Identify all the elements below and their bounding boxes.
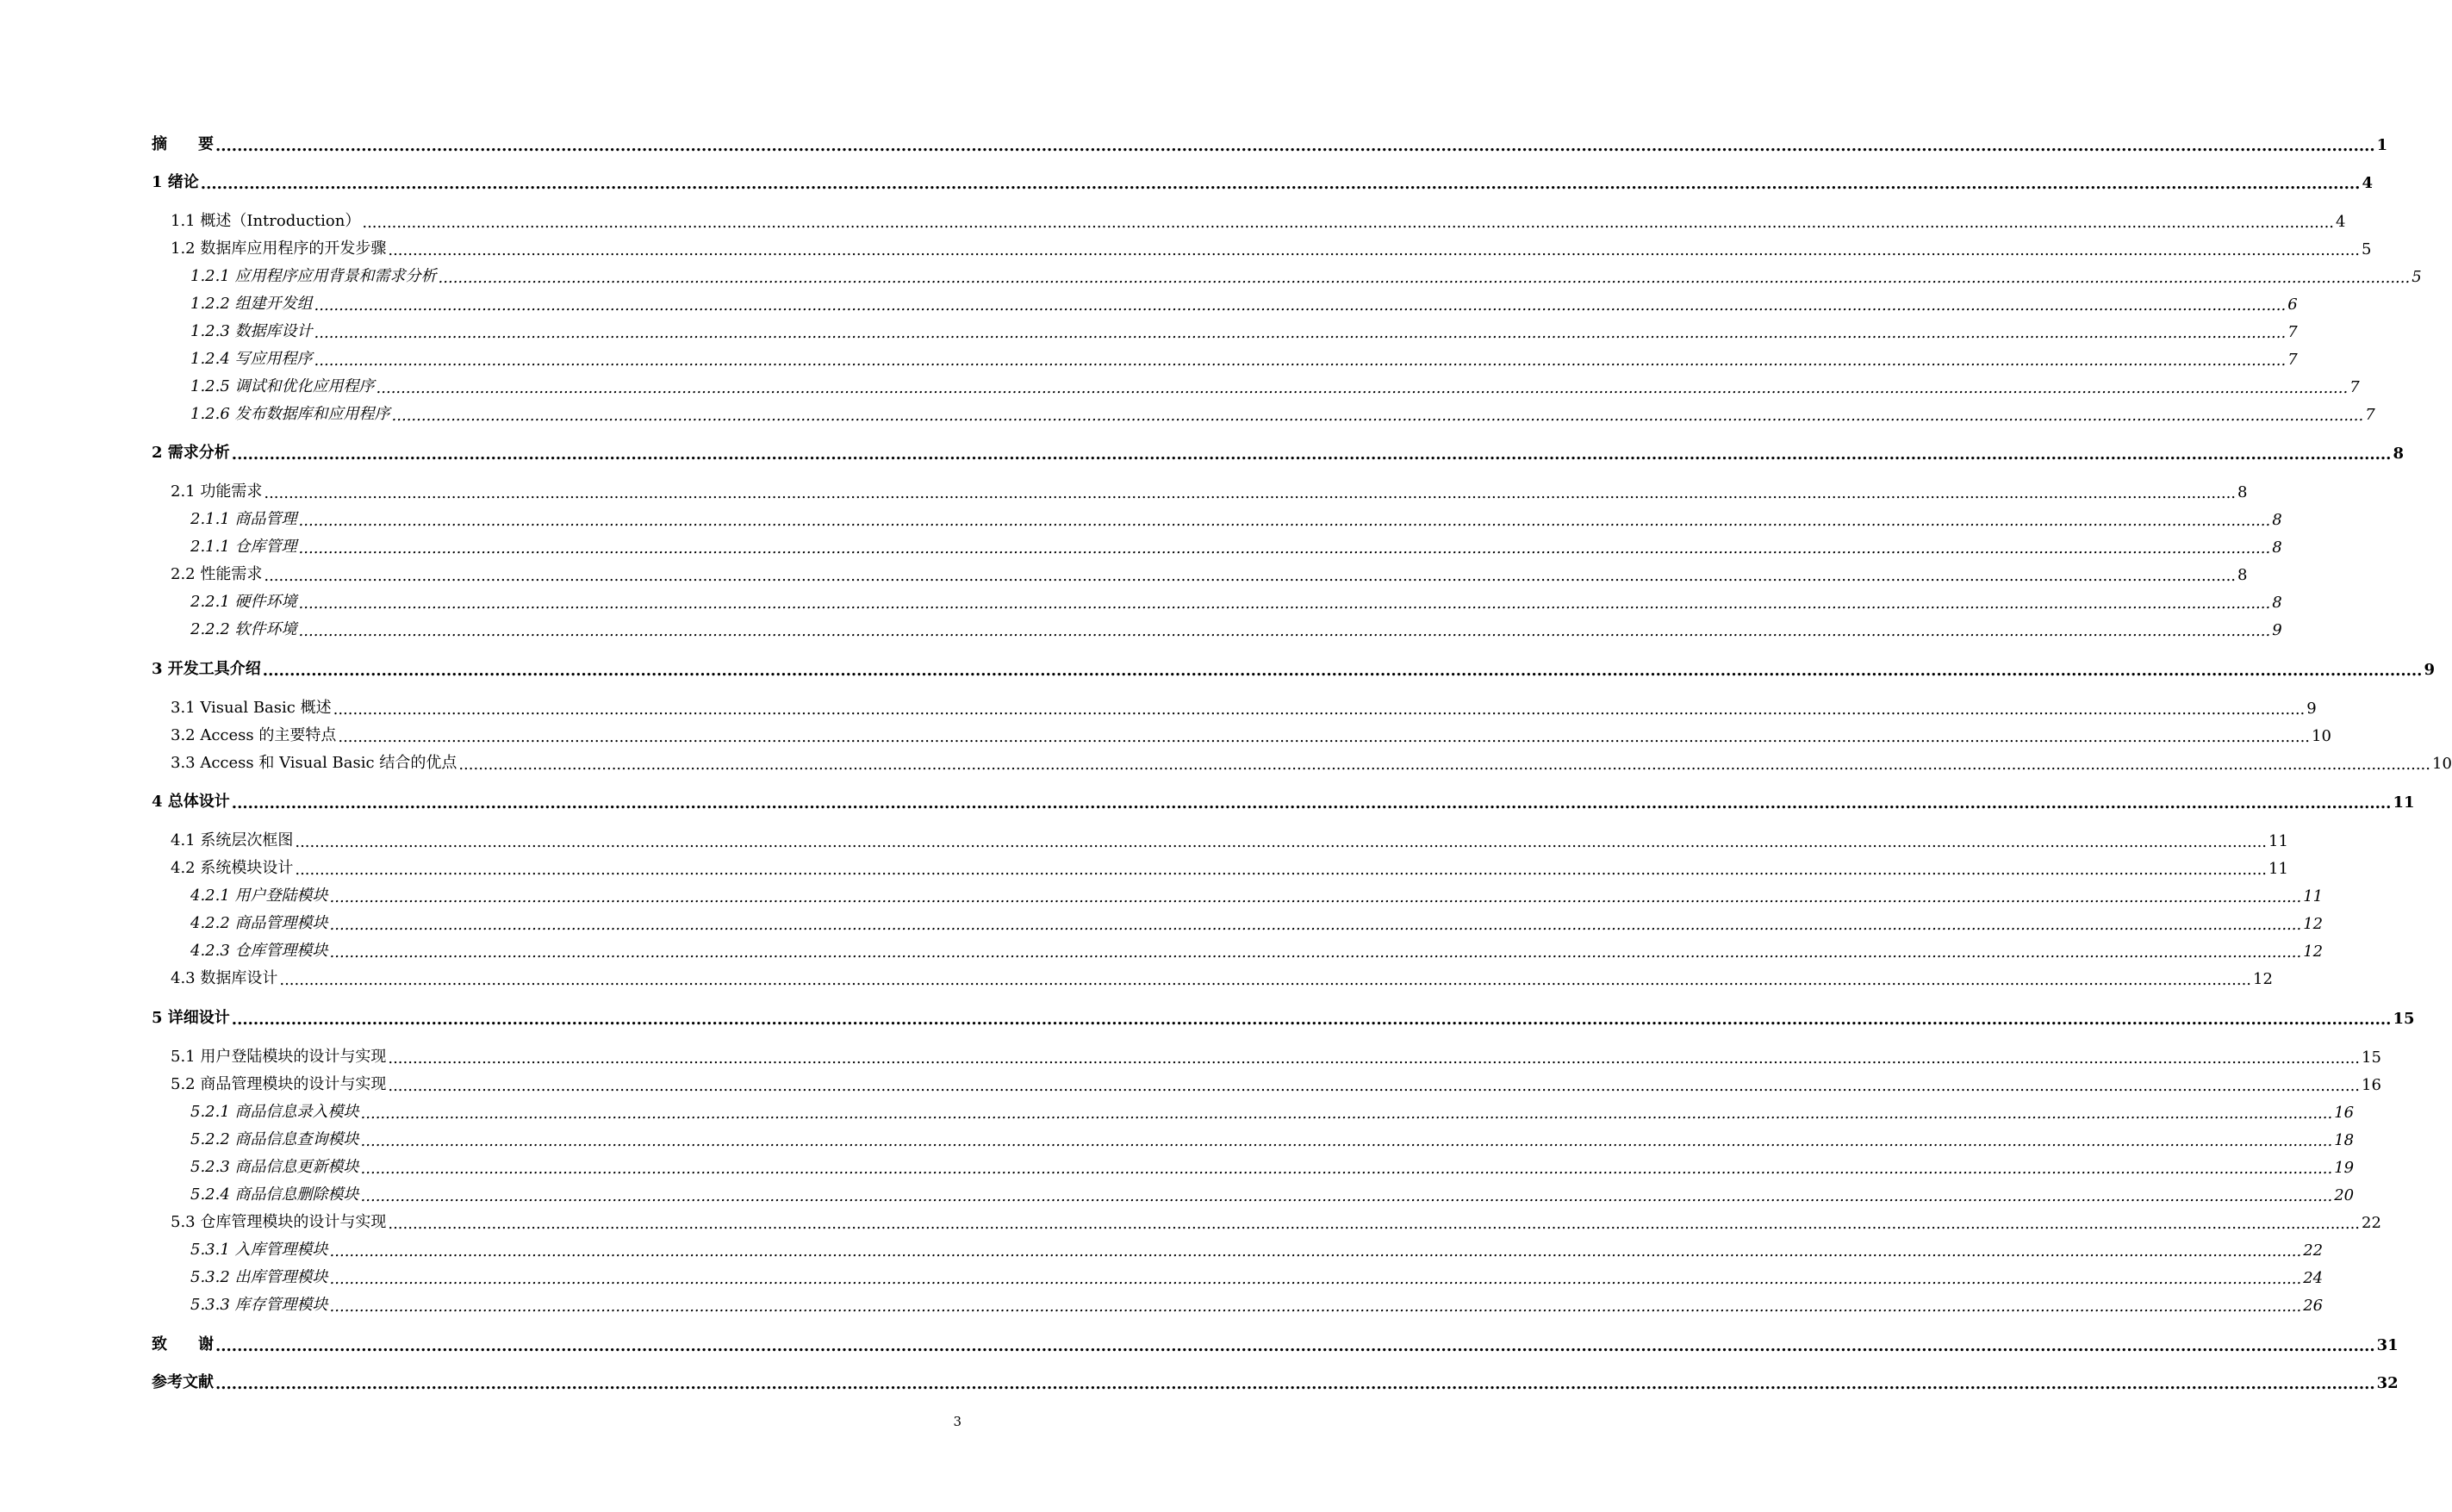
toc-entry-page: 16 xyxy=(2334,1104,2355,1122)
toc-entry-page: 5 xyxy=(2412,268,2422,286)
toc-entry-page: 12 xyxy=(2303,943,2324,961)
toc-entry-title: 5.2.3 商品信息更新模块 xyxy=(190,1158,359,1176)
toc-entry-title: 5.2.2 商品信息查询模块 xyxy=(190,1130,359,1148)
toc-leader-dots: ................................................................................................................................................................................................................................................................................................................................................................................................................ xyxy=(458,756,2430,774)
toc-entry-title: 2.1.1 仓库管理 xyxy=(190,538,297,556)
toc-leader-dots: ................................................................................................................................................................................................................................................................................................................................................................................................................ xyxy=(264,567,2237,585)
toc-entry xyxy=(152,747,2452,774)
toc-entry-title: 5.1 用户登陆模块的设计与实现 xyxy=(171,1048,387,1066)
toc-entry-title: 4.2.1 用户登陆模块 xyxy=(190,887,328,905)
toc-entry-title: 2.1 功能需求 xyxy=(171,482,263,501)
toc-entry-page: 15 xyxy=(2393,1010,2415,1028)
toc-entry xyxy=(152,1041,2381,1067)
toc-leader-dots: ................................................................................................................................................................................................................................................................................................................................................................................................................ xyxy=(215,1375,2375,1393)
toc-entry-page: 31 xyxy=(2376,1336,2399,1354)
toc-entry-page: 8 xyxy=(2272,511,2282,529)
toc-entry-page: 8 xyxy=(2272,538,2282,557)
toc-entry xyxy=(152,503,2282,530)
toc-entry-title: 1.2 数据库应用程序的开发步骤 xyxy=(171,240,387,258)
toc-leader-dots: ................................................................................................................................................................................................................................................................................................................................................................................................................ xyxy=(388,1215,2361,1233)
toc-leader-dots: ................................................................................................................................................................................................................................................................................................................................................................................................................ xyxy=(215,137,2375,155)
toc-entry-page: 1 xyxy=(2376,136,2388,154)
toc-entry-page: 16 xyxy=(2362,1076,2381,1094)
toc-entry-page: 8 xyxy=(2237,566,2248,584)
toc-entry xyxy=(152,907,2324,934)
toc-entry-page: 10 xyxy=(2432,755,2452,773)
toc-entry-page: 20 xyxy=(2334,1186,2355,1204)
toc-entry xyxy=(152,233,2372,259)
toc-entry-title: 5 详细设计 xyxy=(152,1009,230,1027)
toc-entry-page: 11 xyxy=(2303,887,2324,905)
toc-entry-page: 7 xyxy=(2349,378,2360,396)
toc-entry-page: 7 xyxy=(2365,406,2375,424)
toc-entry-title: 3.2 Access 的主要特点 xyxy=(171,726,337,744)
toc-leader-dots: ................................................................................................................................................................................................................................................................................................................................................................................................................ xyxy=(264,484,2237,502)
toc-leader-dots: ................................................................................................................................................................................................................................................................................................................................................................................................................ xyxy=(438,269,2411,287)
toc-leader-dots: ................................................................................................................................................................................................................................................................................................................................................................................................................ xyxy=(329,1297,2302,1316)
toc-leader-dots: ................................................................................................................................................................................................................................................................................................................................................................................................................ xyxy=(360,1132,2333,1150)
toc-entry xyxy=(152,613,2282,640)
toc-leader-dots: ................................................................................................................................................................................................................................................................................................................................................................................................................ xyxy=(360,1187,2333,1205)
toc-entry-page: 11 xyxy=(2393,793,2415,812)
toc-leader-dots: ................................................................................................................................................................................................................................................................................................................................................................................................................ xyxy=(388,241,2361,259)
toc-entry-title: 参考文献 xyxy=(152,1373,214,1391)
toc-entry xyxy=(152,653,2435,680)
toc-entry xyxy=(152,880,2324,906)
toc-leader-dots: ................................................................................................................................................................................................................................................................................................................................................................................................................ xyxy=(329,888,2302,906)
toc-entry-title: 5.3.2 出库管理模块 xyxy=(190,1268,328,1286)
toc-entry xyxy=(152,824,2288,851)
toc-leader-dots: ................................................................................................................................................................................................................................................................................................................................................................................................................ xyxy=(391,407,2364,425)
toc-entry-title: 摘 要 xyxy=(152,135,214,153)
toc-entry-title: 2.2 性能需求 xyxy=(171,565,263,583)
toc-leader-dots: ................................................................................................................................................................................................................................................................................................................................................................................................................ xyxy=(360,1160,2333,1178)
toc-entry xyxy=(152,128,2388,155)
toc-entry xyxy=(152,1123,2355,1150)
toc-entry-page: 4 xyxy=(2362,174,2373,192)
toc-entry xyxy=(152,1261,2324,1288)
toc-entry-page: 18 xyxy=(2334,1131,2355,1149)
toc-leader-dots: ................................................................................................................................................................................................................................................................................................................................................................................................................ xyxy=(295,833,2268,851)
toc-entry-page: 8 xyxy=(2237,483,2248,501)
toc-entry xyxy=(152,1002,2415,1029)
toc-leader-dots: ................................................................................................................................................................................................................................................................................................................................................................................................................ xyxy=(200,175,2361,193)
toc-entry-page: 7 xyxy=(2287,323,2298,341)
toc-entry-title: 2.2.2 软件环境 xyxy=(190,620,297,638)
toc-entry-title: 致 谢 xyxy=(152,1335,214,1353)
toc-entry xyxy=(152,586,2282,613)
toc-leader-dots: ................................................................................................................................................................................................................................................................................................................................................................................................................ xyxy=(329,1242,2302,1260)
toc-entry xyxy=(152,852,2288,879)
toc-leader-dots: ................................................................................................................................................................................................................................................................................................................................................................................................................ xyxy=(360,1104,2333,1123)
toc-leader-dots: ................................................................................................................................................................................................................................................................................................................................................................................................................ xyxy=(215,1337,2375,1355)
toc-leader-dots: ................................................................................................................................................................................................................................................................................................................................................................................................................ xyxy=(333,700,2306,719)
toc-entry xyxy=(152,398,2375,425)
toc-leader-dots: ................................................................................................................................................................................................................................................................................................................................................................................................................ xyxy=(279,971,2252,989)
toc-entry xyxy=(152,1234,2324,1260)
toc-entry-title: 5.2.1 商品信息录入模块 xyxy=(190,1103,359,1121)
toc-entry-title: 3 开发工具介绍 xyxy=(152,660,261,678)
toc-entry-title: 5.3.3 库存管理模块 xyxy=(190,1296,328,1314)
toc-entry-page: 12 xyxy=(2303,915,2324,933)
toc-entry xyxy=(152,1289,2324,1316)
toc-leader-dots: ................................................................................................................................................................................................................................................................................................................................................................................................................ xyxy=(298,512,2271,530)
toc-leader-dots: ................................................................................................................................................................................................................................................................................................................................................................................................................ xyxy=(231,1011,2392,1029)
toc-entry xyxy=(152,1366,2399,1393)
toc-entry-page: 15 xyxy=(2362,1048,2381,1067)
toc-entry-title: 4.3 数据库设计 xyxy=(171,969,278,987)
toc-leader-dots: ................................................................................................................................................................................................................................................................................................................................................................................................................ xyxy=(314,352,2287,370)
toc-entry-title: 1.2.1 应用程序应用背景和需求分析 xyxy=(190,267,437,285)
toc-leader-dots: ................................................................................................................................................................................................................................................................................................................................................................................................................ xyxy=(314,296,2287,314)
toc-entry xyxy=(152,962,2273,989)
toc-entry-title: 4.1 系统层次框图 xyxy=(171,831,294,849)
toc-entry xyxy=(152,1151,2355,1178)
toc-entry-page: 24 xyxy=(2303,1269,2324,1287)
toc-entry-title: 3.3 Access 和 Visual Basic 结合的优点 xyxy=(171,754,457,772)
toc-entry-title: 4.2 系统模块设计 xyxy=(171,859,294,877)
toc-entry-page: 22 xyxy=(2303,1241,2324,1260)
toc-leader-dots: ................................................................................................................................................................................................................................................................................................................................................................................................................ xyxy=(298,622,2271,640)
toc-entry xyxy=(152,1328,2399,1355)
toc-entry-title: 1 绪论 xyxy=(152,173,199,191)
toc-leader-dots: ................................................................................................................................................................................................................................................................................................................................................................................................................ xyxy=(329,1270,2302,1288)
toc-leader-dots: ................................................................................................................................................................................................................................................................................................................................................................................................................ xyxy=(314,324,2287,342)
toc-entry-title: 5.2 商品管理模块的设计与实现 xyxy=(171,1075,387,1093)
toc-entry-page: 8 xyxy=(2393,445,2404,463)
toc-entry xyxy=(152,531,2282,557)
toc-leader-dots: ................................................................................................................................................................................................................................................................................................................................................................................................................ xyxy=(388,1077,2361,1095)
toc-entry-page: 32 xyxy=(2376,1374,2399,1392)
toc-entry-title: 1.2.3 数据库设计 xyxy=(190,322,313,340)
toc-entry xyxy=(152,437,2404,464)
toc-entry xyxy=(152,1206,2381,1233)
toc-entry-title: 1.2.2 组建开发组 xyxy=(190,295,313,313)
toc-entry xyxy=(152,205,2346,232)
toc-entry-page: 19 xyxy=(2334,1159,2355,1177)
toc-entry xyxy=(152,370,2360,397)
toc-entry-page: 5 xyxy=(2362,240,2372,258)
toc-entry xyxy=(152,786,2415,812)
toc-entry-page: 12 xyxy=(2253,970,2273,988)
toc-leader-dots: ................................................................................................................................................................................................................................................................................................................................................................................................................ xyxy=(329,916,2302,934)
toc-entry-title: 1.2.4 写应用程序 xyxy=(190,350,313,368)
toc-entry-page: 9 xyxy=(2306,700,2317,718)
toc-entry-title: 3.1 Visual Basic 概述 xyxy=(171,699,332,717)
toc-entry-page: 10 xyxy=(2312,727,2331,745)
toc-entry xyxy=(152,260,2422,287)
toc-leader-dots: ................................................................................................................................................................................................................................................................................................................................................................................................................ xyxy=(298,539,2271,557)
toc-entry-page: 22 xyxy=(2362,1214,2381,1232)
toc-entry-page: 11 xyxy=(2268,860,2288,878)
toc-entry-page: 9 xyxy=(2424,661,2435,679)
toc-entry-page: 7 xyxy=(2287,351,2298,369)
toc-entry xyxy=(152,935,2324,961)
toc-entry-title: 1.2.6 发布数据库和应用程序 xyxy=(190,405,390,423)
toc-entry-title: 2.2.1 硬件环境 xyxy=(190,593,297,611)
toc-entry xyxy=(152,476,2248,502)
toc-entry-title: 4 总体设计 xyxy=(152,793,230,811)
toc-entry xyxy=(152,166,2373,193)
toc-entry xyxy=(152,692,2317,719)
toc-entry xyxy=(152,558,2248,585)
toc-entry xyxy=(152,343,2298,370)
toc-entry xyxy=(152,1096,2355,1123)
toc-entry-title: 4.2.3 仓库管理模块 xyxy=(190,942,328,960)
toc-entry xyxy=(152,719,2331,746)
toc-leader-dots: ................................................................................................................................................................................................................................................................................................................................................................................................................ xyxy=(362,214,2335,232)
toc-leader-dots: ................................................................................................................................................................................................................................................................................................................................................................................................................ xyxy=(231,445,2392,464)
toc-entry-title: 1.2.5 调试和优化应用程序 xyxy=(190,377,375,395)
toc-entry-title: 5.2.4 商品信息删除模块 xyxy=(190,1185,359,1204)
toc-entry-page: 4 xyxy=(2336,213,2346,231)
toc-leader-dots: ................................................................................................................................................................................................................................................................................................................................................................................................................ xyxy=(338,728,2311,746)
toc-entry-title: 2 需求分析 xyxy=(152,444,230,462)
toc-entry xyxy=(152,315,2298,342)
toc-leader-dots: ................................................................................................................................................................................................................................................................................................................................................................................................................ xyxy=(298,594,2271,613)
toc-entry-title: 5.3 仓库管理模块的设计与实现 xyxy=(171,1213,387,1231)
toc-entry xyxy=(152,1068,2381,1095)
toc-entry xyxy=(152,288,2298,314)
toc-leader-dots: ................................................................................................................................................................................................................................................................................................................................................................................................................ xyxy=(231,794,2392,812)
toc-entry xyxy=(152,1179,2355,1205)
toc-entry-title: 2.1.1 商品管理 xyxy=(190,510,297,528)
toc-entry-page: 6 xyxy=(2287,296,2298,314)
toc-leader-dots: ................................................................................................................................................................................................................................................................................................................................................................................................................ xyxy=(295,861,2268,879)
toc-leader-dots: ................................................................................................................................................................................................................................................................................................................................................................................................................ xyxy=(388,1049,2361,1067)
toc-leader-dots: ................................................................................................................................................................................................................................................................................................................................................................................................................ xyxy=(376,379,2349,397)
toc-entry-title: 5.3.1 入库管理模块 xyxy=(190,1241,328,1259)
toc-entry-title: 1.1 概述（Introduction） xyxy=(171,212,361,230)
page-number: 3 xyxy=(953,1414,962,1429)
toc-entry-page: 26 xyxy=(2303,1297,2324,1315)
toc-entry-page: 9 xyxy=(2272,621,2282,639)
toc-entry-page: 8 xyxy=(2272,594,2282,612)
toc-leader-dots: ................................................................................................................................................................................................................................................................................................................................................................................................................ xyxy=(262,662,2423,680)
toc-entry-title: 4.2.2 商品管理模块 xyxy=(190,914,328,932)
toc-entry-page: 11 xyxy=(2268,832,2288,850)
toc-leader-dots: ................................................................................................................................................................................................................................................................................................................................................................................................................ xyxy=(329,943,2302,961)
